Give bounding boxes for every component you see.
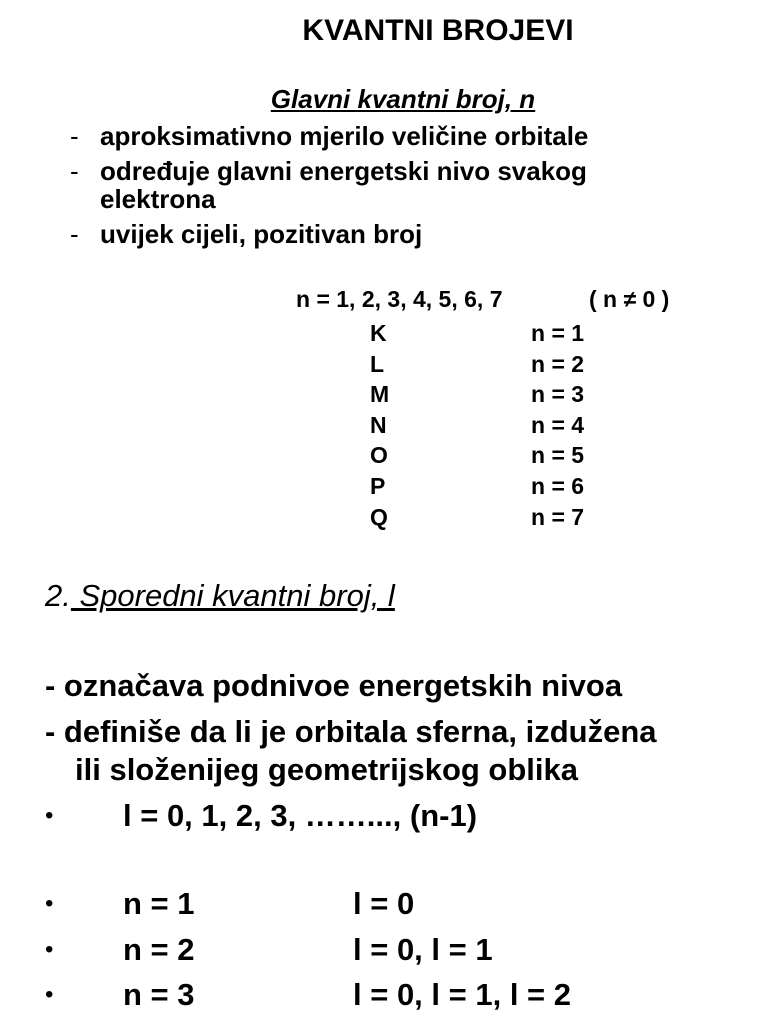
dash-marker: - — [70, 219, 79, 249]
dash-marker: - — [70, 121, 79, 151]
page-title: KVANTNI BROJEVI — [302, 14, 574, 47]
n-values: n = 1, 2, 3, 4, 5, 6, 7 — [296, 286, 503, 312]
shell-n-value: n = 7 — [531, 503, 585, 530]
l-values: l = 0, 1, 2, 3, ……..., (n-1) — [123, 798, 478, 833]
shell-letter: N — [370, 411, 387, 438]
list-item-text: uvijek cijeli, pozitivan broj — [100, 219, 423, 249]
shell-letter: L — [370, 350, 385, 377]
pair-n-value: n = 1 — [123, 886, 195, 921]
shell-letter: M — [370, 381, 390, 408]
n-constraint: ( n ≠ 0 ) — [589, 286, 670, 312]
shell-letter: O — [370, 442, 388, 469]
list-item — [70, 122, 700, 150]
pair-l-value: l = 0, l = 1, l = 2 — [353, 977, 571, 1012]
list-item — [70, 220, 700, 248]
section-number: 2. — [45, 578, 71, 613]
pair-l-value: l = 0 — [353, 886, 415, 921]
bullet-marker: • — [45, 890, 54, 917]
shell-n-value: n = 5 — [531, 442, 585, 469]
list-item-text: aproksimativno mjerilo veličine orbitale — [100, 121, 589, 151]
bullet-marker: • — [45, 802, 54, 829]
principal-properties-list — [70, 122, 700, 255]
secondary-desc-line-2-cont: ili složenijeg geometrijskog oblika — [75, 752, 579, 787]
pair-l-value: l = 0, l = 1 — [353, 932, 493, 967]
secondary-desc-line-1: - označava podnivoe energetskih nivoa — [45, 668, 623, 703]
list-item — [70, 157, 700, 213]
pair-n-value: n = 3 — [123, 977, 195, 1012]
shell-n-value: n = 1 — [531, 320, 585, 346]
shell-n-value: n = 2 — [531, 350, 585, 377]
shell-n-value: n = 3 — [531, 381, 585, 408]
section-heading-text: Sporedni kvantni broj, l — [70, 578, 395, 613]
n-values-line — [296, 286, 670, 313]
shell-letter: K — [370, 320, 387, 346]
pair-n-value: n = 2 — [123, 932, 195, 967]
dash-marker: - — [70, 156, 79, 186]
shell-n-value: n = 6 — [531, 472, 585, 499]
principal-quantum-heading: Glavni kvantni broj, n — [270, 84, 536, 114]
bullet-marker: • — [45, 936, 54, 963]
secondary-quantum-heading — [45, 578, 395, 614]
shell-n-value: n = 4 — [531, 411, 585, 438]
list-item-text: određuje glavni energetski nivo svakog elektrona — [100, 156, 587, 214]
shell-letter: Q — [370, 503, 388, 530]
shell-letter: P — [370, 472, 386, 499]
bullet-marker: • — [45, 981, 54, 1008]
secondary-desc-line-2: - definiše da li je orbitala sferna, izdužena — [45, 714, 657, 749]
